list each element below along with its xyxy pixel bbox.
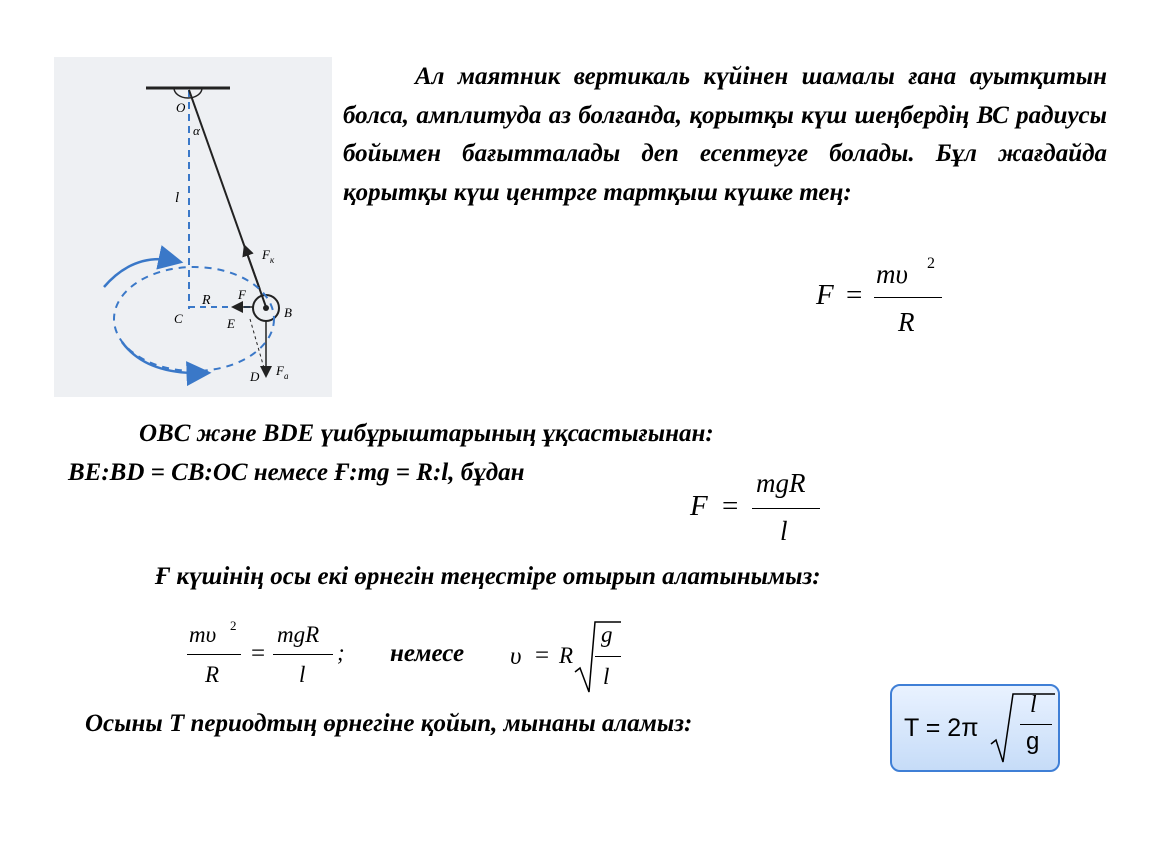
result-fraction-bar bbox=[1020, 724, 1052, 725]
f3-exp1: 2 bbox=[230, 618, 237, 633]
f1-exp: 2 bbox=[927, 255, 935, 272]
similarity-line: BE:BD = CB:OC немесе Ғ:mg = R:l, бұдан bbox=[68, 459, 525, 486]
f3-num1: mυ bbox=[189, 622, 217, 647]
label-b: B bbox=[284, 305, 292, 320]
label-fk: F bbox=[262, 247, 270, 262]
f1-den: R bbox=[898, 307, 915, 337]
label-e: E bbox=[227, 316, 235, 331]
label-d: D bbox=[250, 369, 260, 384]
result-num: l bbox=[1030, 692, 1037, 718]
similarity-title: OBC және BDE үшбұрыштарының ұқсастығынан: bbox=[139, 420, 714, 447]
f2-lhs: F bbox=[690, 490, 708, 522]
f3-bar2 bbox=[273, 654, 333, 655]
equate-line: Ғ күшінің осы екі өрнегін теңестіре отырып алатынымыз: bbox=[155, 563, 821, 590]
label-r: R bbox=[202, 293, 211, 308]
period-formula-box bbox=[890, 684, 1060, 772]
f3-eq: = bbox=[251, 640, 266, 667]
result-sqrt-sign bbox=[989, 692, 1059, 768]
f3-or-word: немесе bbox=[390, 640, 465, 667]
result-lhs: T = 2π bbox=[904, 714, 979, 742]
label-alpha: α bbox=[193, 123, 200, 138]
f3-semicolon: ; bbox=[337, 640, 345, 665]
f3-den1: R bbox=[205, 662, 220, 687]
f1-eq: = bbox=[846, 279, 863, 311]
result-den: g bbox=[1026, 728, 1040, 755]
formula-equated bbox=[185, 618, 645, 698]
f3-r: R bbox=[559, 643, 574, 668]
label-f: F bbox=[238, 287, 246, 302]
f3-sqrt-sign bbox=[573, 618, 623, 698]
f2-den: l bbox=[780, 516, 788, 546]
formula-force bbox=[688, 466, 828, 556]
label-fa: F bbox=[276, 363, 284, 378]
substitute-line: Осыны Т периодтың өрнегіне қойып, мынаны аламыз: bbox=[85, 710, 693, 737]
f3-eq2: = bbox=[535, 642, 550, 669]
f3-den2: l bbox=[299, 662, 306, 687]
f3-sqrt-den: l bbox=[603, 664, 610, 689]
f3-bar1 bbox=[187, 654, 241, 655]
f2-fraction-bar bbox=[752, 508, 820, 509]
f2-eq: = bbox=[722, 490, 739, 522]
label-c: C bbox=[174, 311, 183, 326]
label-fk-sub: к bbox=[270, 255, 275, 265]
f1-lhs: F bbox=[816, 279, 834, 311]
pendulum-diagram bbox=[54, 57, 332, 397]
f3-num2: mgR bbox=[277, 622, 320, 647]
label-fa-sub: а bbox=[284, 371, 289, 381]
motion-arrow-bottom bbox=[122, 342, 204, 373]
f2-num: mgR bbox=[756, 468, 806, 498]
pendulum-figure bbox=[54, 57, 332, 397]
f3-sqrt-bar bbox=[595, 656, 621, 657]
f3-lhs: υ bbox=[510, 643, 522, 670]
intro-paragraph: Ал маятник вертикаль күйінен шамалы ғана ауытқитын болса, амплитуда аз болғанда, қорытқы күш шеңбердің ВС радиусы бойымен бағытталады деп есептеуге болады. Бұл жағдайда қорытқы күш центрге тартқыш күшке тең: bbox=[343, 63, 1107, 206]
f1-fraction-bar bbox=[874, 297, 942, 298]
f1-num: mυ bbox=[876, 259, 908, 289]
formula-centripetal bbox=[810, 255, 950, 345]
label-l: l bbox=[175, 190, 180, 206]
label-o: O bbox=[176, 100, 186, 115]
motion-arrow-top bbox=[104, 259, 176, 287]
f3-sqrt-num: g bbox=[601, 622, 613, 647]
